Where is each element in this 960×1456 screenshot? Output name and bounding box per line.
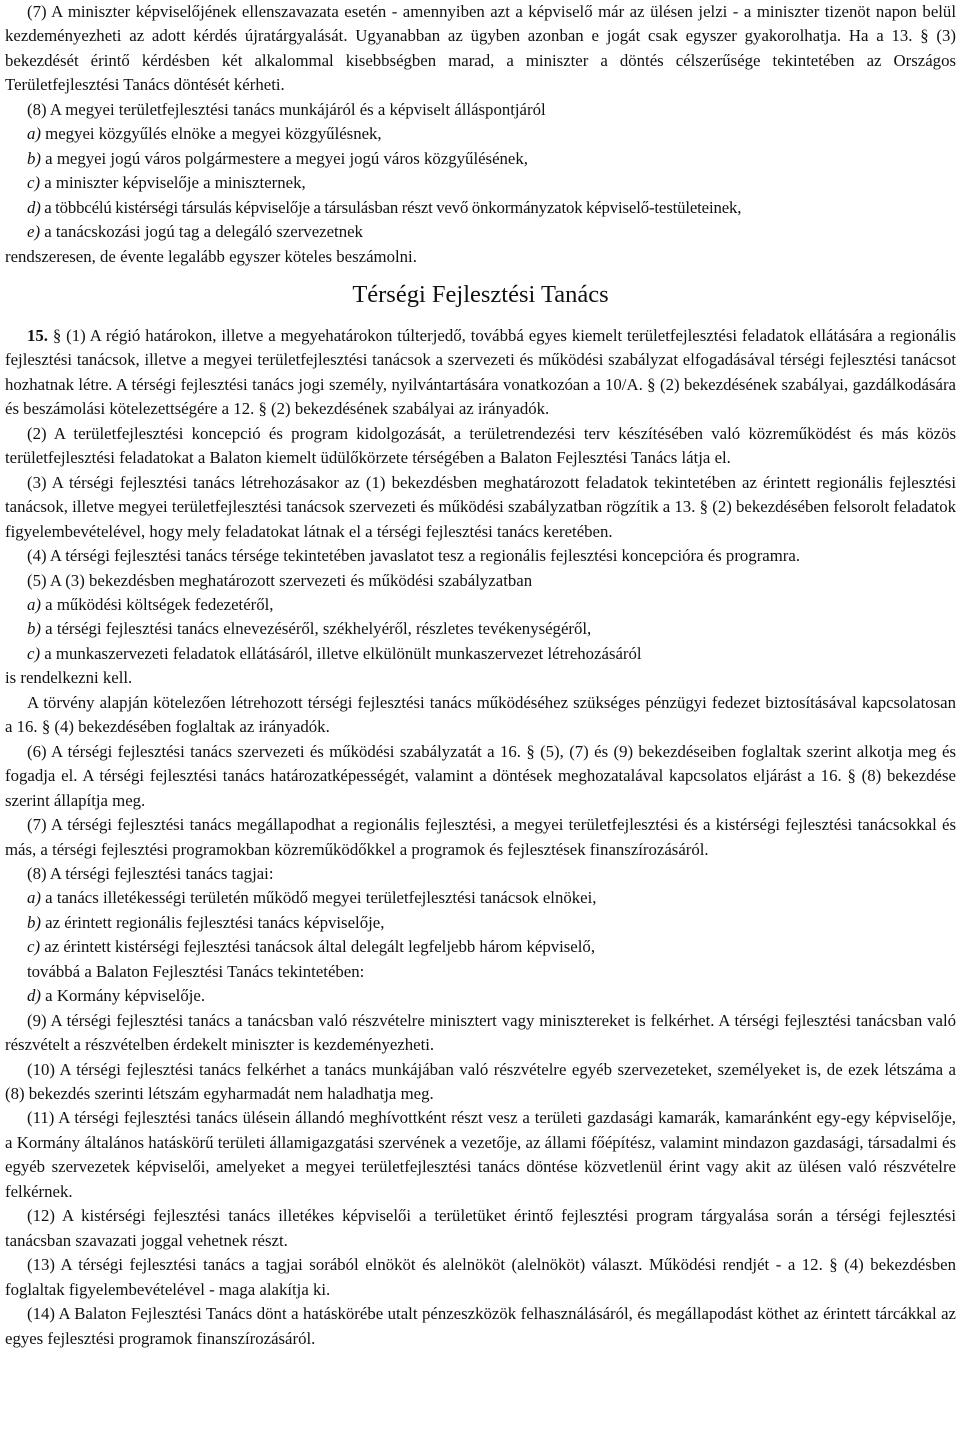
section-title: Térségi Fejlesztési Tanács [352, 280, 609, 308]
paragraph-15-8: (8) A térségi fejlesztési tanács tagjai: [27, 863, 274, 883]
list-text: a megyei jogú város polgármestere a megyei jogú város közgyűlésének, [40, 148, 528, 168]
list-item [5, 642, 956, 666]
paragraph-top-7: (7) A miniszter képviselőjének ellenszavazata esetén - amennyiben azt a képviselő már az ülésen jelzi - a miniszter tizenöt napon belül kezdeményezheti az adott kérdés újratárgyalását. Ugyanabban az ügyben azonban e jogát csak egyszer gyakorolhatja. Ha a 13. § (3) bekezdését érintő kérdésben két alkalommal kisebbségben marad, a miniszter a döntés célszerűsége tekintetében az Országos Területfejlesztési Tanács döntését kérheti. [5, 2, 956, 95]
list-text: a működési költségek fedezetéről, [40, 594, 274, 614]
paragraph-15-5: (5) A (3) bekezdésben meghatározott szervezeti és működési szabályzatban [27, 570, 533, 590]
paragraph-top-8: (8) A megyei területfejlesztési tanács munkájáról és a képviselt álláspontjáról [27, 99, 546, 119]
paragraph-15-13: (13) A térségi fejlesztési tanács a tagjai sorából elnököt és alelnököt (alelnököt) választ. Működési rendjét - a 12. § (4) bekezdésben foglaltak figyelembevételével - maga alakítja ki. [5, 1255, 956, 1299]
list-text: a miniszter képviselője a miniszternek, [40, 173, 306, 193]
list-marker: b) [27, 619, 41, 639]
paragraph-15-3: (3) A térségi fejlesztési tanács létrehozásakor az (1) bekezdésben meghatározott feladatok tekintetében az érintett regionális fejlesztési tanácsok, illetve megyei területfejlesztési tanácsok szervezeti és működési szabályzatban rögzítik a 13. § (2) bekezdésében felsorolt feladatok figyelembevételével, hogy mely feladatokat látnak el a térségi fejlesztési tanács keretében. [5, 472, 956, 541]
list-item [5, 196, 956, 220]
paragraph-15-11: (11) A térségi fejlesztési tanács ülésein állandó meghívottként részt vesz a területi gazdasági kamarák, kamaránként egy-egy képviselője, a Kormány általános hatáskörű területi államigazgatási szervének a vezetője, az állami főépítész, valamint mindazon gazdasági, társadalmi és egyéb szervezetek képviselői, amelyeket a megyei területfejlesztési tanács döntése közvetlenül érint vagy akit az ülésen való részvételre felkérnek. [5, 1108, 956, 1201]
list-item [5, 911, 956, 935]
list-text: a Kormány képviselője. [40, 986, 206, 1006]
section-number: 15. [27, 325, 53, 345]
paragraph-15-2: (2) A területfejlesztési koncepció és program kidolgozását, a területrendezési terv készítésében való közreműködést és más közös területfejlesztési feladatokat a Balaton kiemelt üdülőkörzete térségében a Balaton Fejlesztési Tanács látja el. [5, 423, 956, 468]
paragraph-15-6: (6) A térségi fejlesztési tanács szervezeti és működési szabályzatát a 16. § (5), (7) és (9) bekezdéseiben foglaltak szerint alkotja meg és fogadja el. A térségi fejlesztési tanács határozatképességét, valamint a döntések meghozatalával kapcsolatos eljárást a 16. § (8) bekezdése szerint állapítja meg. [5, 741, 956, 810]
list-item [5, 593, 956, 617]
list-item [5, 984, 956, 1008]
list-item [5, 617, 956, 641]
list-text: a térségi fejlesztési tanács elnevezéséről, székhelyéről, részletes tevékenységéről, [40, 619, 592, 639]
list-item [5, 122, 956, 146]
paragraph-15-10: (10) A térségi fejlesztési tanács felkérhet a tanács munkájában való részvételre egyéb szervezeteket, személyeket is, de ezek létszáma a (8) bekezdés szerinti létszám egyharmadát nem haladhatja meg. [5, 1059, 956, 1104]
list-marker: b) [27, 912, 41, 932]
paragraph-15-12: (12) A kistérségi fejlesztési tanács illetékes képviselői a területüket érintő fejlesztési program tárgyalása során a térségi fejlesztési tanácsban szavazati joggal vehetnek részt. [5, 1206, 956, 1250]
list-item [5, 171, 956, 195]
paragraph-15-9: (9) A térségi fejlesztési tanács a tanácsban való részvételre minisztert vagy minisztereket is felkérhet. A térségi fejlesztési tanácsban való részvételt a részvételben érdekelt miniszter is kezdeményezheti. [5, 1010, 956, 1055]
list-marker: a) [27, 888, 41, 908]
paragraph-15-5-tail: is rendelkezni kell. [5, 668, 133, 688]
list-marker: e) [27, 222, 41, 242]
list-item [5, 220, 956, 244]
paragraph-top-8-tail: rendszeresen, de évente legalább egyszer köteles beszámolni. [5, 246, 417, 266]
list-marker: b) [27, 148, 41, 168]
list-marker: c) [27, 173, 41, 193]
paragraph-15-7: (7) A térségi fejlesztési tanács megállapodhat a regionális fejlesztési, a megyei területfejlesztési és a kistérségi fejlesztési tanácsokkal és más, a térségi fejlesztési programokban közreműködőkkel a programok és fejlesztések finanszírozásáról. [5, 815, 956, 859]
list-text: a többcélú kistérségi társulás képviselője a társulásban részt vevő önkormányzatok képviselő-testületeinek, [40, 197, 742, 217]
list-text: a munkaszervezeti feladatok ellátásáról, illetve elkülönült munkaszervezet létrehozásáról [40, 643, 642, 663]
list-marker: a) [27, 124, 41, 144]
list-intro: továbbá a Balaton Fejlesztési Tanács tekintetében: [27, 961, 365, 981]
list-marker: d) [27, 986, 41, 1006]
list-text: az érintett regionális fejlesztési tanács képviselője, [40, 912, 385, 932]
list-marker: c) [27, 937, 41, 957]
list-text: megyei közgyűlés elnöke a megyei közgyűlésnek, [40, 124, 382, 144]
list-text: az érintett kistérségi fejlesztési tanácsok által delegált legfeljebb három képviselő, [40, 937, 596, 957]
paragraph-15-1 [5, 324, 956, 422]
list-text: a tanácskozási jogú tag a delegáló szervezetnek [40, 222, 363, 242]
list-text: a tanács illetékességi területén működő megyei területfejlesztési tanácsok elnökei, [40, 888, 597, 908]
list-item [5, 935, 956, 959]
paragraph-15-5b: A törvény alapján kötelezően létrehozott térségi fejlesztési tanács működéséhez szükséges pénzügyi fedezet biztosításával kapcsolatosan a 16. § (4) bekezdésében foglaltak az irányadók. [5, 692, 956, 737]
paragraph-15-14: (14) A Balaton Fejlesztési Tanács dönt a hatáskörébe utalt pénzeszközök felhasználásáról, és megállapodást köthet az érintett tárcákkal az egyes fejlesztési programok finanszírozásáról. [5, 1304, 956, 1348]
list-marker: a) [27, 594, 41, 614]
paragraph-text: § (1) A régió határokon, illetve a megyehatárokon túlterjedő, továbbá egyes kiemelt területfejlesztési feladatok ellátására a regionális fejlesztési tanácsok, illetve a megyei területfejlesztési tanácsok a szervezeti és működési szabályzat elfogadásával térségi fejlesztési tanácsot hozhatnak létre. A térségi fejlesztési tanács jogi személy, nyilvántartására vonatkozóan a 10/A. § (2) bekezdésének szabályai, gazdálkodására és beszámolási kötelezettségére a 12. § (2) bekezdésének szabályai az irányadók. [5, 325, 957, 419]
list-item [5, 147, 956, 171]
list-marker: d) [27, 197, 41, 217]
paragraph-15-4: (4) A térségi fejlesztési tanács térsége tekintetében javaslatot tesz a regionális fejlesztési koncepcióra és programra. [27, 546, 801, 566]
list-marker: c) [27, 643, 41, 663]
list-item [5, 886, 956, 910]
